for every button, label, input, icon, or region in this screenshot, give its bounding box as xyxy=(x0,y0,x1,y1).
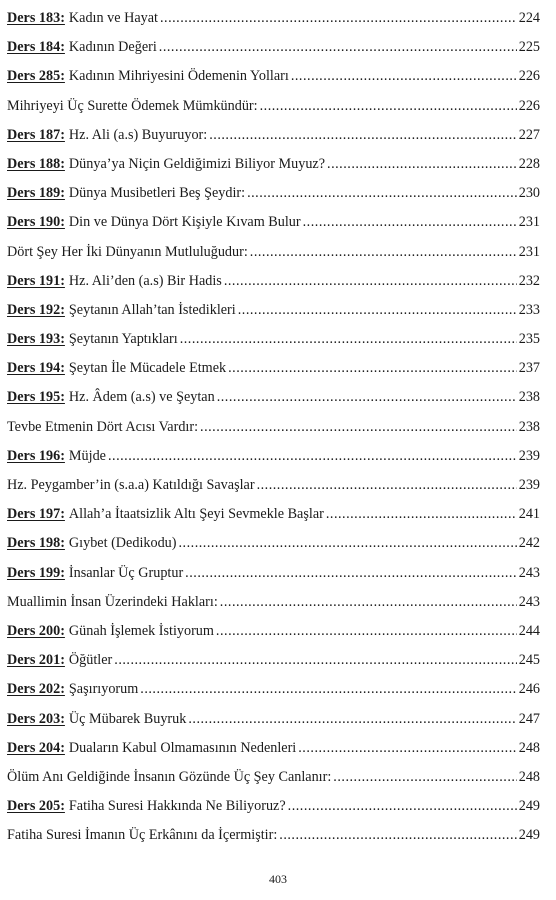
entry-title: Hz. Ali’den (a.s) Bir Hadis xyxy=(68,272,222,289)
lesson-number: Ders 205: xyxy=(7,798,65,815)
entry-page: 231 xyxy=(518,243,540,260)
toc-entry xyxy=(7,121,540,150)
toc-entry xyxy=(7,559,540,588)
entry-page: 245 xyxy=(518,652,540,669)
dot-leader xyxy=(188,705,516,734)
entry-page: 235 xyxy=(518,331,540,348)
dot-leader xyxy=(291,62,517,91)
dot-leader xyxy=(250,238,517,267)
dot-leader xyxy=(333,763,516,792)
entry-page: 230 xyxy=(518,185,540,202)
toc-entry xyxy=(7,646,540,675)
entry-title: Kadının Değeri xyxy=(68,39,157,56)
entry-title: Allah’a İtaatsizlik Altı Şeyi Sevmekle Başlar xyxy=(68,506,324,523)
lesson-number: Ders 188: xyxy=(7,155,65,172)
lesson-number: Ders 198: xyxy=(7,535,65,552)
dot-leader xyxy=(108,442,517,471)
toc-entry xyxy=(7,413,540,442)
dot-leader xyxy=(217,383,517,412)
toc-entry xyxy=(7,179,540,208)
toc-entry xyxy=(7,296,540,325)
entry-title: Mihriyeyi Üç Surette Ödemek Mümkündür: xyxy=(7,97,258,114)
entry-page: 224 xyxy=(518,10,540,26)
entry-title: Öğütler xyxy=(68,652,113,669)
entry-page: 228 xyxy=(518,155,540,172)
entry-title: Muallimin İnsan Üzerindeki Hakları: xyxy=(7,593,218,610)
entry-page: 249 xyxy=(518,827,540,844)
entry-title: Hz. Ali (a.s) Buyuruyor: xyxy=(68,126,208,143)
entry-title: İnsanlar Üç Gruptur xyxy=(68,564,184,581)
entry-page: 249 xyxy=(518,798,540,815)
entry-page: 231 xyxy=(518,214,540,231)
page-number: 403 xyxy=(269,872,287,886)
toc-entry xyxy=(7,325,540,354)
toc-entry xyxy=(7,62,540,91)
dot-leader xyxy=(238,296,517,325)
lesson-number: Ders 189: xyxy=(7,185,65,202)
toc-entry xyxy=(7,734,540,763)
toc-entry xyxy=(7,471,540,500)
dot-leader xyxy=(220,588,517,617)
toc-entry xyxy=(7,238,540,267)
entry-title: Hz. Peygamber’in (s.a.a) Katıldığı Savaşlar xyxy=(7,477,255,493)
entry-title: Üç Mübarek Buyruk xyxy=(68,710,187,727)
lesson-number: Ders 199: xyxy=(7,564,65,581)
entry-title: Dünya Musibetleri Beş Şeydir: xyxy=(68,185,246,202)
entry-page: 226 xyxy=(518,68,540,85)
toc-entry xyxy=(7,354,540,383)
lesson-number: Ders 204: xyxy=(7,739,65,756)
lesson-number: Ders 196: xyxy=(7,447,65,464)
entry-title: Kadının Mihriyesini Ödemenin Yolları xyxy=(68,68,289,85)
entry-page: 239 xyxy=(518,477,540,493)
entry-page: 242 xyxy=(518,535,540,552)
entry-title: Hz. Âdem (a.s) ve Şeytan xyxy=(68,389,215,406)
toc-entry xyxy=(7,763,540,792)
entry-page: 225 xyxy=(518,39,540,56)
entry-title: Kadın ve Hayat xyxy=(68,10,158,26)
dot-leader xyxy=(224,267,517,296)
lesson-number: Ders 191: xyxy=(7,272,65,289)
entry-page: 243 xyxy=(518,593,540,610)
entry-page: 237 xyxy=(518,360,540,377)
lesson-number: Ders 192: xyxy=(7,301,65,318)
toc-entry xyxy=(7,529,540,558)
entry-page: 232 xyxy=(518,272,540,289)
toc-entry xyxy=(7,821,540,850)
dot-leader xyxy=(327,150,517,179)
dot-leader xyxy=(303,208,517,237)
entry-title: Şeytanın Allah’tan İstedikleri xyxy=(68,301,236,318)
dot-leader xyxy=(247,179,517,208)
dot-leader xyxy=(288,792,517,821)
lesson-number: Ders 201: xyxy=(7,652,65,669)
lesson-number: Ders 183: xyxy=(7,10,65,26)
entry-title: Fatiha Suresi Hakkında Ne Biliyoruz? xyxy=(68,798,286,815)
entry-page: 239 xyxy=(518,447,540,464)
dot-leader xyxy=(298,734,516,763)
dot-leader xyxy=(179,529,517,558)
entry-title: Müjde xyxy=(68,447,106,464)
lesson-number: Ders 202: xyxy=(7,681,65,698)
entry-title: Şeytanın Yaptıkları xyxy=(68,331,178,348)
dot-leader xyxy=(216,617,517,646)
lesson-number: Ders 193: xyxy=(7,331,65,348)
lesson-number: Ders 184: xyxy=(7,39,65,56)
entry-page: 233 xyxy=(518,301,540,318)
entry-page: 243 xyxy=(518,564,540,581)
lesson-number: Ders 195: xyxy=(7,389,65,406)
entry-page: 246 xyxy=(518,681,540,698)
entry-page: 227 xyxy=(518,126,540,143)
entry-title: Günah İşlemek İstiyorum xyxy=(68,622,214,639)
toc-entry xyxy=(7,4,540,33)
lesson-number: Ders 187: xyxy=(7,126,65,143)
lesson-number: Ders 285: xyxy=(7,68,65,85)
dot-leader xyxy=(140,675,516,704)
entry-page: 248 xyxy=(518,739,540,756)
entry-page: 241 xyxy=(518,506,540,523)
toc-entry xyxy=(7,588,540,617)
toc-entry xyxy=(7,675,540,704)
entry-title: Tevbe Etmenin Dört Acısı Vardır: xyxy=(7,418,199,435)
dot-leader xyxy=(326,500,517,529)
entry-title: Dört Şey Her İki Dünyanın Mutluluğudur: xyxy=(7,243,248,260)
entry-title: Şaşırıyorum xyxy=(68,681,139,698)
entry-page: 244 xyxy=(518,622,540,639)
entry-title: Fatiha Suresi İmanın Üç Erkânını da İçermiştir: xyxy=(7,827,278,844)
toc-entry xyxy=(7,150,540,179)
dot-leader xyxy=(114,646,516,675)
toc-entry xyxy=(7,92,540,121)
dot-leader xyxy=(180,325,517,354)
toc-entry xyxy=(7,267,540,296)
dot-leader xyxy=(200,413,517,442)
entry-title: Dünya’ya Niçin Geldiğimizi Biliyor Muyuz? xyxy=(68,155,326,172)
entry-page: 248 xyxy=(518,768,540,785)
table-of-contents xyxy=(7,4,540,850)
lesson-number: Ders 194: xyxy=(7,360,65,377)
toc-entry xyxy=(7,705,540,734)
entry-title: Gıybet (Dedikodu) xyxy=(68,535,177,552)
toc-entry xyxy=(7,792,540,821)
entry-page: 226 xyxy=(518,97,540,114)
toc-entry xyxy=(7,383,540,412)
dot-leader xyxy=(159,33,517,62)
toc-entry xyxy=(7,33,540,62)
lesson-number: Ders 200: xyxy=(7,622,65,639)
dot-leader xyxy=(160,4,517,33)
lesson-number: Ders 203: xyxy=(7,710,65,727)
dot-leader xyxy=(228,354,517,383)
entry-title: Ölüm Anı Geldiğinde İnsanın Gözünde Üç Şey Canlanır: xyxy=(7,768,332,785)
toc-entry xyxy=(7,500,540,529)
toc-entry xyxy=(7,208,540,237)
entry-title: Şeytan İle Mücadele Etmek xyxy=(68,360,227,377)
entry-page: 238 xyxy=(518,389,540,406)
dot-leader xyxy=(257,471,517,500)
dot-leader xyxy=(209,121,516,150)
entry-title: Duaların Kabul Olmamasının Nedenleri xyxy=(68,739,297,756)
entry-page: 247 xyxy=(518,710,540,727)
dot-leader xyxy=(185,559,517,588)
toc-entry xyxy=(7,442,540,471)
dot-leader xyxy=(279,821,516,850)
entry-page: 238 xyxy=(518,418,540,435)
lesson-number: Ders 190: xyxy=(7,214,65,231)
dot-leader xyxy=(260,92,517,121)
entry-title: Din ve Dünya Dört Kişiyle Kıvam Bulur xyxy=(68,214,301,231)
toc-entry xyxy=(7,617,540,646)
lesson-number: Ders 197: xyxy=(7,506,65,523)
